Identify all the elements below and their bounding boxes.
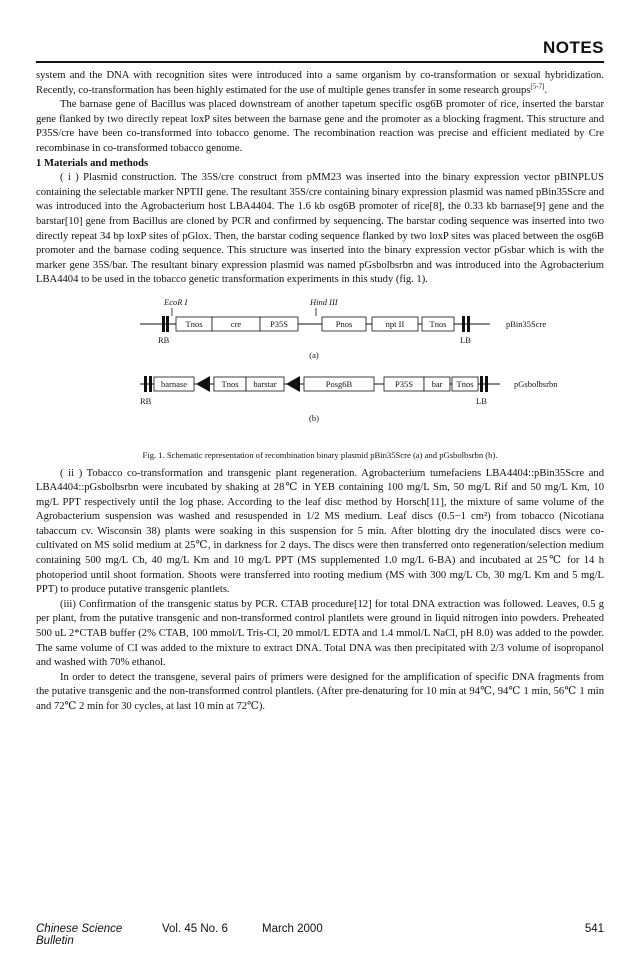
- paragraph-5: (iii) Confirmation of the transgenic status by PCR. CTAB procedure[12] for total DNA extraction was followed. Leaves, 0.5 g per plant, from the putative transgenic and non-transformed control plantlets were ground in liquid nitrogen into powders. Preheated 500 uL 2*CTAB buffer (2% CTAB, 100 mmol/L Tris-Cl, 20 mmol/L EDTA and 1.4 mmol/L NaCl, pH 8.0) was added to the powder. The same volume of CI was added to the mixture to extract DNA. Total DNA was then precipitated with 2/3 volume of isopropanol and washed with 70% ethanol.: [36, 598, 604, 669]
- plasmid-diagram: [110, 294, 558, 444]
- page-number: 541: [584, 923, 604, 935]
- paragraph-1: system and the DNA with recognition sites were introduced into a same organism by co-transformation or sexual hybridization. Recently, co-transformation has been highly estimated for the use of multiple genes transfer in some research groups[5-7].: [36, 70, 604, 96]
- paragraph-4: ( ii ) Tobacco co-transformation and transgenic plant regeneration. Agrobacterium tumefaciens LBA4404::pBin35Scre and LBA4404::pGsbolbsrbn were incubated by shaking at 28℃ in YEB containing 100 mg/L Sm, 50 mg/L Rif and 50 mg/L Km, 10 mg/L PPT respectively until the log phase. According to the leaf disc method by Horsch[11], the mixture of same volume of the Agrobacterium suspension was washed and resuspended in 1/2 MS medium. Leaf discs (0.5−1 cm²) from tobacco (Nicotiana tabaccum cv. Wisconsin 38) plants were soaking in this suspension for 5 min. After blotting dry the inoculated discs were co-cultivated on MS solid medium at 25℃, in darkness for 2 days. The discs were then transferred onto regeneration/selection medium containing 500 mg/L Cb, 40 mg/L Km and 10 mg/L PPT (MS supplemented 1.0 mg/L 6-BA) and incubated at 25℃ for 14 h photoperiod until shoot formation. Shoots were transferred into rooting medium (MS with 300 mg/L Cb, 30 mg/L Km and 5 mg/L PPT) to produce putative transgenic plantlets.: [36, 467, 604, 596]
- box-a-tnos2-label: Tnos: [429, 318, 447, 329]
- plasmid-b-name: pGsbolbsrbn: [514, 378, 558, 389]
- loxp-arrow-1: [196, 376, 210, 392]
- journal-name: Chinese Science Bulletin: [36, 923, 123, 947]
- loxp-arrow-2: [286, 376, 300, 392]
- box-a-pnos-label: Pnos: [335, 318, 353, 329]
- paragraph-3: ( i ) Plasmid construction. The 35S/cre construct from pMM23 was inserted into the binary expression vector pBINPLUS containing the selectable marker NPTII gene. The resultant 35S/cre containing binary expression plasmid was named pBin35Scre and was introduced into the Agrobacterium host LBA4404. The 1.6 kb osg6B promoter of rice[8], the 0.33 kb barnase[9] gene and the barstar[10] gene from Bacillus are cloned by PCR and confirmed by sequencing. The barstar coding sequence was inserted into two directly repeat 34 bp loxP sites of pGlox. Then, the barstar coding sequence flanked by two loxP sites was placed between the osg6B promoter and the barnase coding sequence. This structure was inserted into the binary expression vector pGsbar which is with the marker gene 35S/bar. The resultant binary expression plasmid was named pGsbolbsrbn and was introduced into the Agrobacterium LBA4404 to be used in the tobacco genetic transformation experiments in this study (fig. 1).: [36, 172, 604, 286]
- box-a-cre-label: cre: [230, 318, 242, 329]
- figure-caption: Fig. 1. Schematic representation of recombination binary plasmid pBin35Scre (a) and pGsbolbsrbn (b).: [142, 449, 498, 460]
- paragraph-2: The barnase gene of Bacillus was placed downstream of another tapetum specific osg6B promoter of rice, inserted the barstar gene flanked by two directly repeat loxP sites between the barnase gene and the promoter as a blocking fragment. This structure and P35S/cre have been co-transformed into tobacco genome. The recombination reaction was precise and efficient mediated by Cre recombinase in co-transformed tobacco genome.: [36, 99, 604, 154]
- box-a-tnos1-label: Tnos: [185, 318, 203, 329]
- box-b-posg6b-label: Posg6B: [325, 378, 353, 389]
- box-b-barstar-label: barstar: [253, 378, 277, 389]
- box-b-barnase-label: barnase: [161, 378, 187, 389]
- box-b-bar-label: bar: [431, 378, 443, 389]
- box-a-p35s-label: P35S: [270, 318, 288, 329]
- rb-border-b: [144, 376, 147, 392]
- panel-b-label: (b): [309, 412, 319, 423]
- ecor-label: EcoR I: [164, 296, 188, 307]
- lb-b-label: LB: [476, 395, 487, 406]
- box-b-tnos1-label: Tnos: [221, 378, 239, 389]
- box-b-p35s-label: P35S: [395, 378, 413, 389]
- section-header: NOTES: [36, 38, 604, 63]
- figure-1: [36, 294, 604, 463]
- lb-border-b: [480, 376, 483, 392]
- rb-a-label: RB: [158, 334, 170, 345]
- box-a-nptii-label: npt II: [385, 318, 405, 329]
- rb-border-a: [162, 316, 165, 332]
- panel-a-label: (a): [309, 349, 319, 360]
- paragraph-6: In order to detect the transgene, several pairs of primers were designed for the amplification of specific DNA fragments from the putative transgenic and the non-transformed control plantlets. (After pre-denaturing for 10 min at 94℃, 94℃ 1 min, 56℃ 1 min and 72℃ 2 min for 30 cycles, at last 10 min at 72℃).: [36, 671, 604, 712]
- rb-b-label: RB: [140, 395, 152, 406]
- lb-border-a: [462, 316, 465, 332]
- paper-page: [36, 38, 604, 715]
- plasmid-a-name: pBin35Scre: [506, 318, 547, 329]
- body-text: [36, 69, 604, 715]
- journal-date: March 2000: [262, 923, 323, 935]
- journal-volume: Vol. 45 No. 6: [162, 923, 228, 935]
- lb-a-label: LB: [460, 334, 471, 345]
- page-footer: [36, 923, 604, 947]
- hind-label: Hind III: [310, 296, 338, 307]
- box-b-tnos2-label: Tnos: [456, 378, 474, 389]
- section-heading: 1 Materials and methods: [36, 157, 149, 169]
